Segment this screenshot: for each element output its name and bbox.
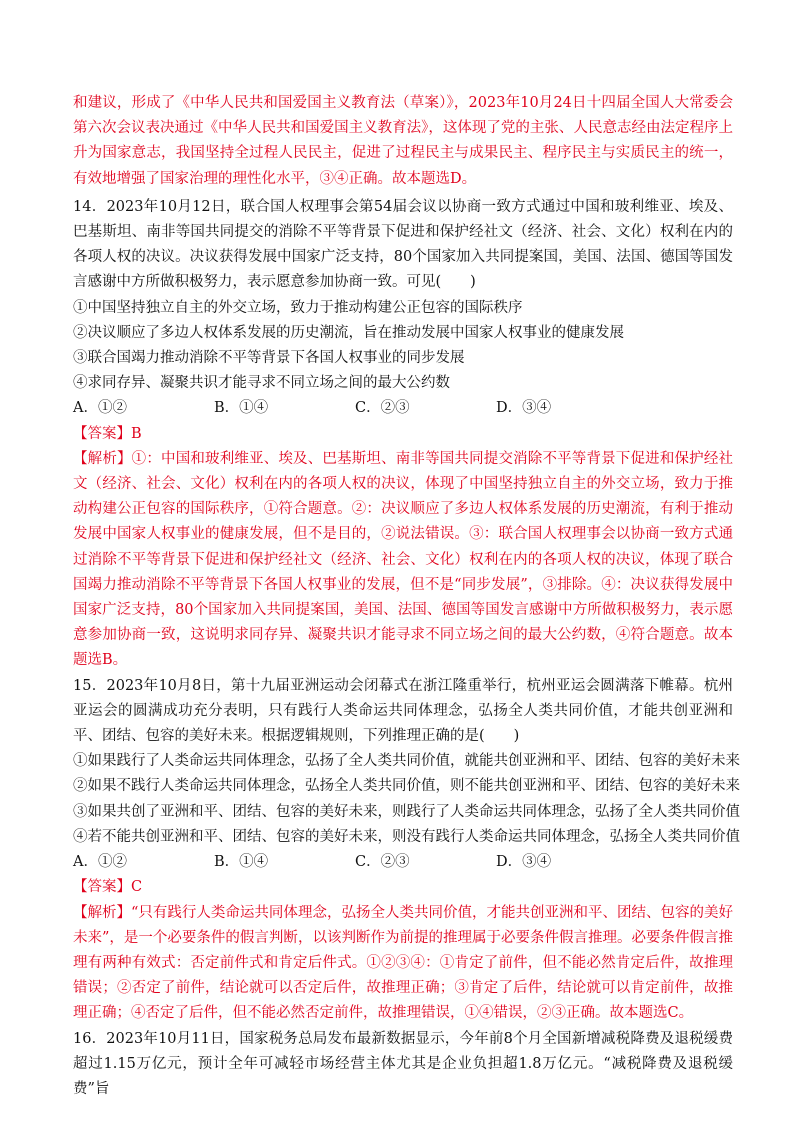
question-15 [73, 674, 740, 1027]
q14-option-a: A．①② [73, 400, 127, 417]
q15-statement-1: ①如果践行了人类命运共同体理念，弘扬了全人类共同价值，就能共创亚洲和平、团结、包容的美好未来 [73, 753, 740, 770]
q14-option-b: B．①④ [214, 400, 269, 417]
q15-analysis: 【解析】“只有践行人类命运共同体理念，弘扬全人类共同价值，才能共创亚洲和平、团结、包容的美好未来”，是一个必要条件的假言判断，以该判断作为前提的推理属于必要条件假言推理。必要条件假言推理有两种有效式：否定前件式和肯定后件式。①②③④：①肯定了前件，但不能必然肯定后件，故推理错误；②否定了前件，结论就可以否定后件，故推理正确；③肯定了后件，结论就可以肯定前件，故推理正确；④否定了后件，但不能必然否定前件，故推理错误，①④错误，②③正确。故本题选C。 [73, 904, 733, 1022]
q15-option-c: C．②③ [355, 854, 410, 871]
q15-options [73, 850, 733, 875]
q15-answer: 【答案】C [73, 879, 143, 896]
q14-option-c: C．②③ [355, 400, 410, 417]
q14-options [73, 396, 733, 421]
q14-stem: 14．2023年10月12日，联合国人权理事会第54届会议以协商一致方式通过中国和玻利维亚、埃及、巴基斯坦、南非等国共同提交的消除不平等背景下促进和保护经社文（经济、社会、文化）权利在内的各项人权的决议。决议获得发展中国家广泛支持，80个国家加入共同提案国，美国、法国、德国等国发言感谢中方所做积极努力，表示愿意参加协商一致。可见( ) [73, 198, 733, 291]
q15-stem: 15．2023年10月8日，第十九届亚洲运动会闭幕式在浙江隆重举行，杭州亚运会圆满落下帷幕。杭州亚运会的圆满成功充分表明，只有践行人类命运共同体理念，弘扬全人类共同价值，才能共创亚洲和平、团结、包容的美好未来。根据逻辑规则，下列推理正确的是( ) [73, 677, 733, 745]
q14-statement-2: ②决议顺应了多边人权体系发展的历史潮流，旨在推动发展中国家人权事业的健康发展 [73, 324, 624, 341]
q15-option-a: A．①② [73, 854, 127, 871]
q14-analysis: 【解析】①：中国和玻利维亚、埃及、巴基斯坦、南非等国共同提交消除不平等背景下促进和保护经社文（经济、社会、文化）权利在内的各项人权的决议，体现了中国坚持独立自主的外交立场，致力于推动构建公正包容的国际秩序，①符合题意。②：决议顺应了多边人权体系发展的历史潮流，有利于推动发展中国家人权事业的健康发展，但不是目的，②说法错误。③：联合国人权理事会以协商一致方式通过消除不平等背景下促进和保护经社文（经济、社会、文化）权利在内的各项人权的决议，体现了联合国竭力推动消除不平等背景下各国人权事业的发展，但不是“同步发展”，③排除。④：决议获得发展中国家广泛支持，80个国家加入共同提案国，美国、法国、德国等国发言感谢中方所做积极努力，表示愿意参加协商一致，这说明求同存异、凝聚共识才能寻求不同立场之间的最大公约数，④符合题意。故本题选B。 [73, 450, 733, 669]
q14-option-d: D．③④ [496, 400, 552, 417]
question-14 [73, 195, 733, 674]
q16-stem: 16．2023年10月11日，国家税务总局发布最新数据显示，今年前8个月全国新增减税降费及退税缓费超过1.15万亿元，预计全年可减轻市场经营主体尤其是企业负担超1.8万亿元。“减税降费及退税缓费”旨 [73, 1030, 733, 1097]
q14-statement-4: ④求同存异、凝聚共识才能寻求不同立场之间的最大公约数 [73, 375, 450, 392]
q15-option-b: B．①④ [214, 854, 269, 871]
q14-answer: 【答案】B [73, 425, 142, 442]
q15-statement-3: ③如果共创了亚洲和平、团结、包容的美好未来，则践行了人类命运共同体理念，弘扬了全人类共同价值 [73, 803, 740, 820]
q15-option-d: D．③④ [496, 854, 552, 871]
question-16 [73, 1027, 733, 1103]
q13-analysis-continued: 和建议，形成了《中华人民共和国爱国主义教育法（草案）》，2023年10月24日十四届全国人大常委会第六次会议表决通过《中华人民共和国爱国主义教育法》，这体现了党的主张、人民意志经由法定程序上升为国家意志，我国坚持全过程人民民主，促进了过程民主与成果民主、程序民主与实质民主的统一，有效地增强了国家治理的理性化水平，③④正确。故本题选D。 [73, 95, 733, 187]
q15-statement-4: ④若不能共创亚洲和平、团结、包容的美好未来，则没有践行人类命运共同体理念，弘扬全人类共同价值 [73, 828, 740, 845]
document-body [73, 91, 740, 1102]
q15-statement-2: ②如果不践行人类命运共同体理念，弘扬全人类共同价值，则不能共创亚洲和平、团结、包容的美好未来 [73, 778, 740, 795]
q14-statement-3: ③联合国竭力推动消除不平等背景下各国人权事业的同步发展 [73, 350, 465, 367]
q14-statement-1: ①中国坚持独立自主的外交立场，致力于推动构建公正包容的国际秩序 [73, 299, 523, 316]
